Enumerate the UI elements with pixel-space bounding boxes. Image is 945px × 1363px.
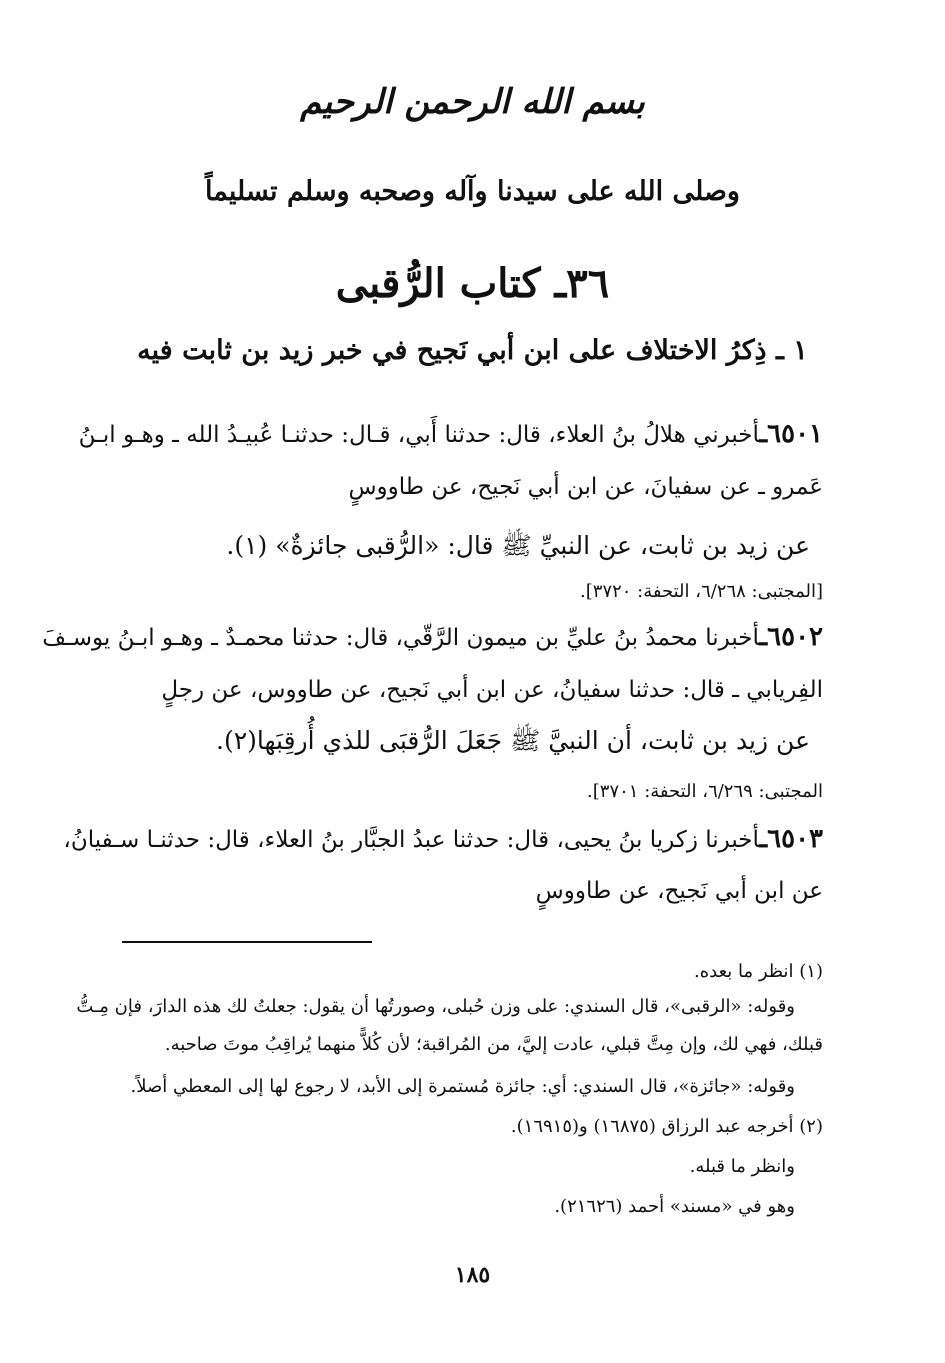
hadith-text: أخبرني هلالُ بنُ العلاء، قال: حدثنا أَبي، قـال: حدثنـا عُبيـدُ الله ـ وهـو ابـنُ	[78, 422, 760, 448]
footnote-2: (٢) أخرجه عبد الرزاق (١٦٨٧٥) و(١٦٩١٥).	[510, 1116, 823, 1137]
footnote-2-see-before: وانظر ما قبله.	[689, 1156, 795, 1177]
hadith-6501-source: [المجتبى: ٦/٢٦٨، التحفة: ٣٧٢٠].	[580, 581, 823, 602]
footnote-separator	[122, 941, 372, 943]
footnote-1-comment-line-3: وقوله: «جائزة»، قال السندي: أي: جائزة مُستمرة إلى الأبد، لا رجوع لها إلى المعطي أصلاً.	[130, 1076, 795, 1097]
hadith-number: ٦٥٠١ـ	[759, 419, 823, 449]
footnote-1: (١) انظر ما بعده.	[693, 961, 823, 982]
hadith-6503-line-2: عن ابن أبي نَجيح، عن طاووسٍ	[535, 878, 823, 904]
hadith-number: ٦٥٠٢ـ	[759, 622, 823, 652]
basmala-heading: بسم الله الرحمن الرحيم	[300, 82, 645, 122]
hadith-6502-line-2: الفِريابي ـ قال: حدثنا سفيانُ، عن ابن أبي نَجيح، عن طاووس، عن رجلٍ	[161, 677, 823, 703]
hadith-number: ٦٥٠٣ـ	[759, 824, 823, 854]
footnote-1-comment-line-2: قبلك، فهي لك، وإن مِتَّ قبلي، عادت إليَّ، من المُراقبة؛ لأن كُلاًّ منهما يُراقِبُ موتَ صاحبه.	[164, 1034, 823, 1055]
book-title: ٣٦ـ كتاب الرُّقبى	[335, 260, 610, 307]
hadith-6502-source: المجتبى: ٦/٢٦٩، التحفة: ٣٧٠١].	[587, 781, 823, 802]
chapter-title: ١ ـ ذِكرُ الاختلاف على ابن أبي نَجيح في خبر زيد بن ثابت فيه	[137, 335, 808, 366]
footnote-1-comment-line-1: وقوله: «الرقبى»، قال السندي: على وزن حُبلى، وصورتُها أن يقول: جعلتُ لك هذه الدارَ، فإن مِـتُّ	[76, 996, 795, 1017]
page-number: ١٨٥	[454, 1262, 491, 1288]
hadith-6501-line-2: عَمرو ـ عن سفيانَ، عن ابن أبي نَجيح، عن طاووسٍ	[348, 474, 823, 500]
hadith-6501-line-3: عن زيد بن ثابت، عن النبيِّ ﷺ قال: «الرُّقبى جائزةٌ» (١).	[226, 531, 810, 560]
blessing-line: وصلى الله على سيدنا وآله وصحبه وسلم تسليماً	[205, 176, 740, 207]
hadith-text: أخبرنا زكريا بنُ يحيى، قال: حدثنا عبدُ الجبَّار بنُ العلاء، قال: حدثنـا سـفيانُ،	[63, 827, 760, 853]
hadith-6502-line-3: عن زيد بن ثابت، أن النبيَّ ﷺ جَعَلَ الرُّقبَى للذي أُرقِبَها(٢).	[216, 726, 810, 755]
hadith-text: أخبرنا محمدُ بنُ عليِّ بن ميمون الرَّقّي، قال: حدثنا محمـدٌ ـ وهـو ابـنُ يوسـفَ	[42, 625, 760, 651]
hadith-6503-line-1	[63, 823, 823, 857]
footnote-2-musnad: وهو في «مسند» أحمد (٢١٦٢٦).	[554, 1196, 795, 1217]
hadith-6502-line-1	[42, 621, 823, 655]
hadith-6501-line-1	[78, 418, 823, 452]
